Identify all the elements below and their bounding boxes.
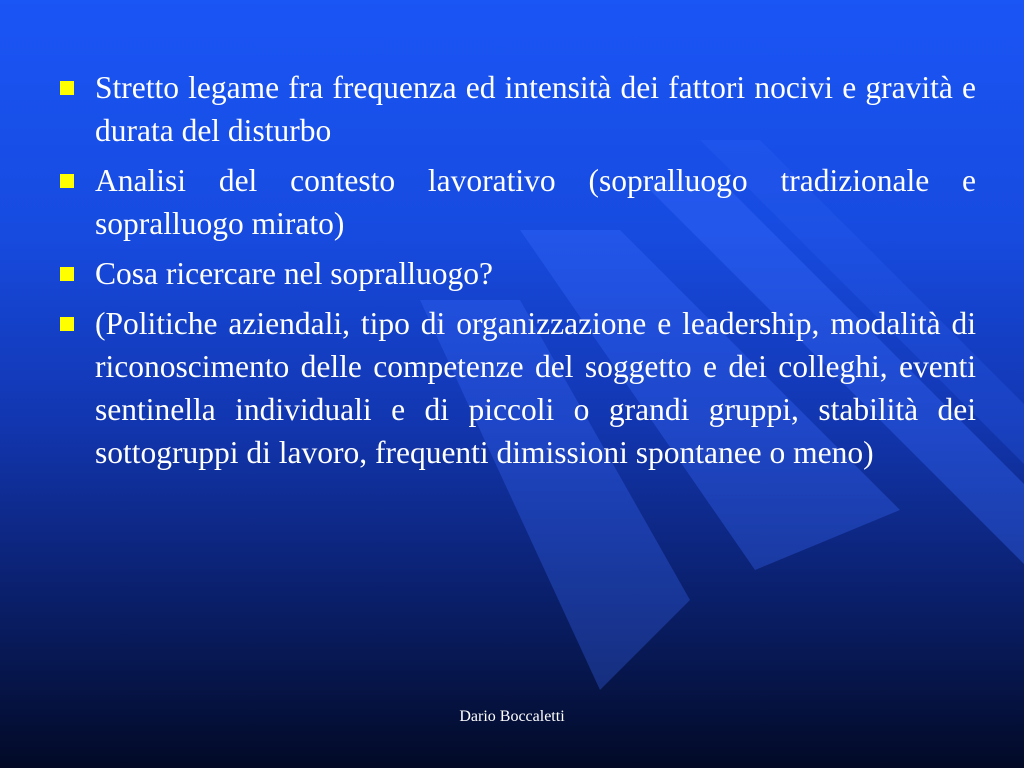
bullet-item-4	[58, 302, 976, 474]
bullet-item-3	[58, 252, 976, 295]
square-bullet-icon	[60, 174, 74, 188]
square-bullet-icon	[60, 267, 74, 281]
footer-author: Dario Boccaletti	[459, 708, 565, 725]
bullet-text-1: Stretto legame fra frequenza ed intensità dei fattori nocivi e gravità e durata del disturbo	[95, 70, 976, 148]
bullet-text-4: (Politiche aziendali, tipo di organizzazione e leadership, modalità di riconoscimento delle competenze del soggetto e dei colleghi, eventi sentinella individuali e di piccoli o grandi gruppi, stabilità dei sottogruppi di lavoro, frequenti dimissioni spontanee o meno)	[95, 306, 976, 470]
bullet-item-2	[58, 159, 976, 245]
square-bullet-icon	[60, 81, 74, 95]
bullet-list	[58, 66, 976, 481]
bullet-text-2: Analisi del contesto lavorativo (sopralluogo tradizionale e sopralluogo mirato)	[95, 163, 976, 241]
bullet-item-1	[58, 66, 976, 152]
bullet-text-3: Cosa ricercare nel sopralluogo?	[95, 256, 493, 291]
square-bullet-icon	[60, 317, 74, 331]
